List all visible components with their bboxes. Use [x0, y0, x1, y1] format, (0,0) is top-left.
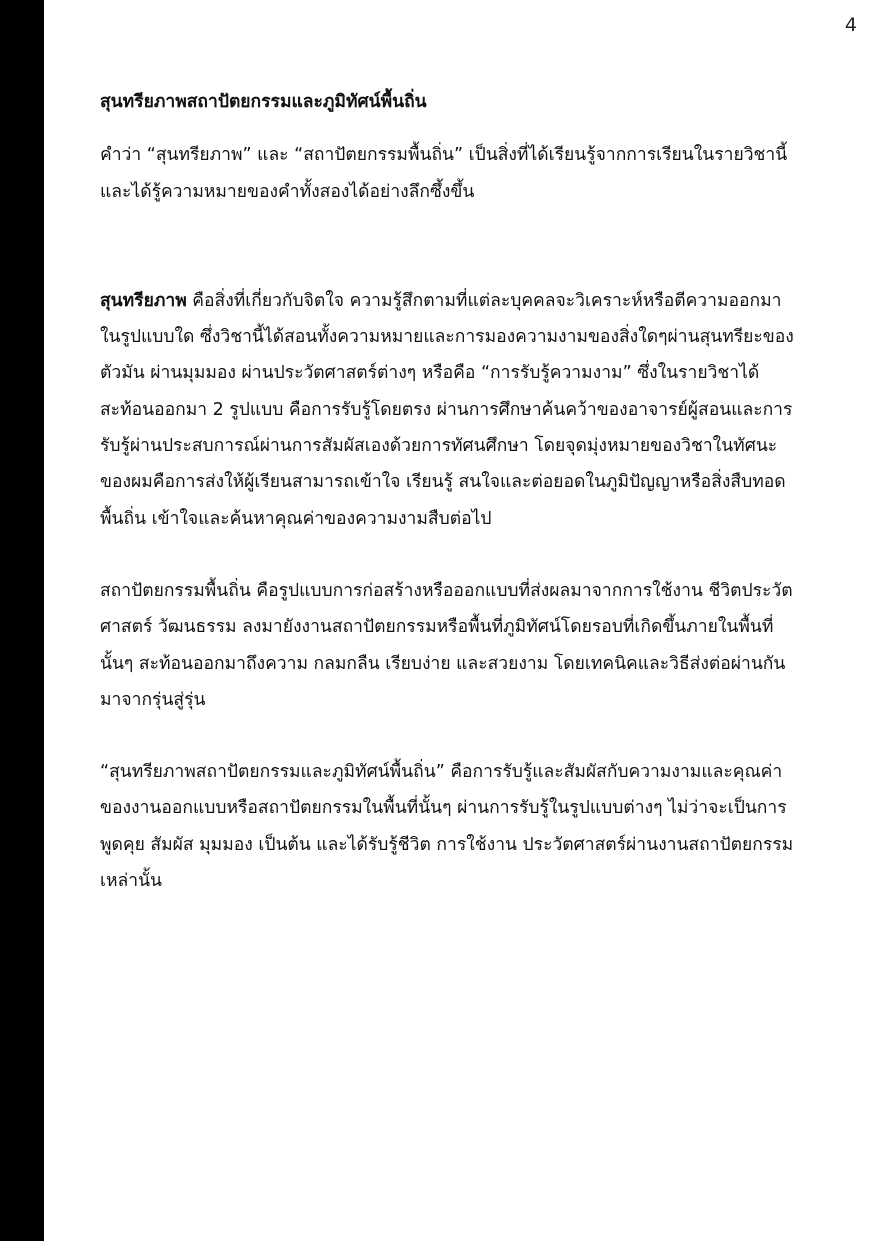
intro-paragraph: คำว่า “สุนทรียภาพ” และ “สถาปัตยกรรมพื้นถิ่น” เป็นสิ่งที่ได้เรียนรู้จากการเรียนในรายวิชานี้ และได้รู้ความหมายของคำทั้งสองได้อย่างลึกซึ้งขึ้น [100, 145, 788, 202]
vernacular-paragraph: สถาปัตยกรรมพื้นถิ่น คือรูปแบบการก่อสร้างหรือออกแบบที่ส่งผลมาจากการใช้งาน ชีวิตประวัตศาสตร์ วัฒนธรรม ลงมายังงานสถาปัตยกรรมหรือพื้นที่ภูมิทัศน์โดยรอบที่เกิดขึ้นภายในพื้นที่นั้นๆ สะท้อนออกมาถึงความ กลมกลืน เรียบง่าย และสวยงาม โดยเทคนิคและวิธีส่งต่อผ่านกันมาจากรุ่นสู่รุ่น [100, 580, 793, 710]
aesthetics-paragraph [100, 283, 800, 537]
black-binding-strip [0, 0, 44, 1241]
aesthetics-term: สุนทรียภาพ [100, 290, 187, 311]
conclusion-paragraph: “สุนทรียภาพสถาปัตยกรรมและภูมิทัศน์พื้นถิ่น” คือการรับรู้และสัมผัสกับความงามและคุณค่าของงานออกแบบหรือสถาปัตยกรรมในพื้นที่นั้นๆ ผ่านการรับรู้ในรูปแบบต่างๆ ไม่ว่าจะเป็นการพูดคุย สัมผัส มุมมอง เป็นต้น และได้รับรู้ชีวิต การใช้งาน ประวัตศาสตร์ผ่านงานสถาปัตยกรรมเหล่านั้น [100, 762, 794, 892]
page-number: 4 [844, 14, 857, 36]
document-heading: สุนทรียภาพสถาปัตยกรรมและภูมิทัศน์พื้นถิ่น [100, 92, 427, 112]
document-body [100, 84, 800, 899]
aesthetics-definition: คือสิ่งที่เกี่ยวกับจิตใจ ความรู้สึกตามที่แต่ละบุคคลจะวิเคราะห์หรือตีความออกมาในรูปแบบใด ซึ่งวิชานี้ได้สอนทั้งความหมายและการมองความงามของสิ่งใดๆผ่านสุนทรียะของตัวมัน ผ่านมุมมอง ผ่านประวัตศาสตร์ต่างๆ หรือคือ “การรับรู้ความงาม” ซึ่งในรายวิชาได้สะท้อนออกมา 2 รูปแบบ คือการรับรู้โดยตรง ผ่านการศึกษาค้นคว้าของอาจารย์ผู้สอนและการรับรู้ผ่านประสบการณ์ผ่านการสัมผัสเองด้วยการทัศนศึกษา โดยจุดมุ่งหมายของวิชาในทัศนะของผมคือการส่งให้ผู้เรียนสามารถเข้าใจ เรียนรู้ สนใจและต่อยอดในภูมิปัญญาหรือสิ่งสืบทอดพื้นถิ่น เข้าใจและค้นหาคุณค่าของความงามสืบต่อไป [100, 290, 794, 529]
